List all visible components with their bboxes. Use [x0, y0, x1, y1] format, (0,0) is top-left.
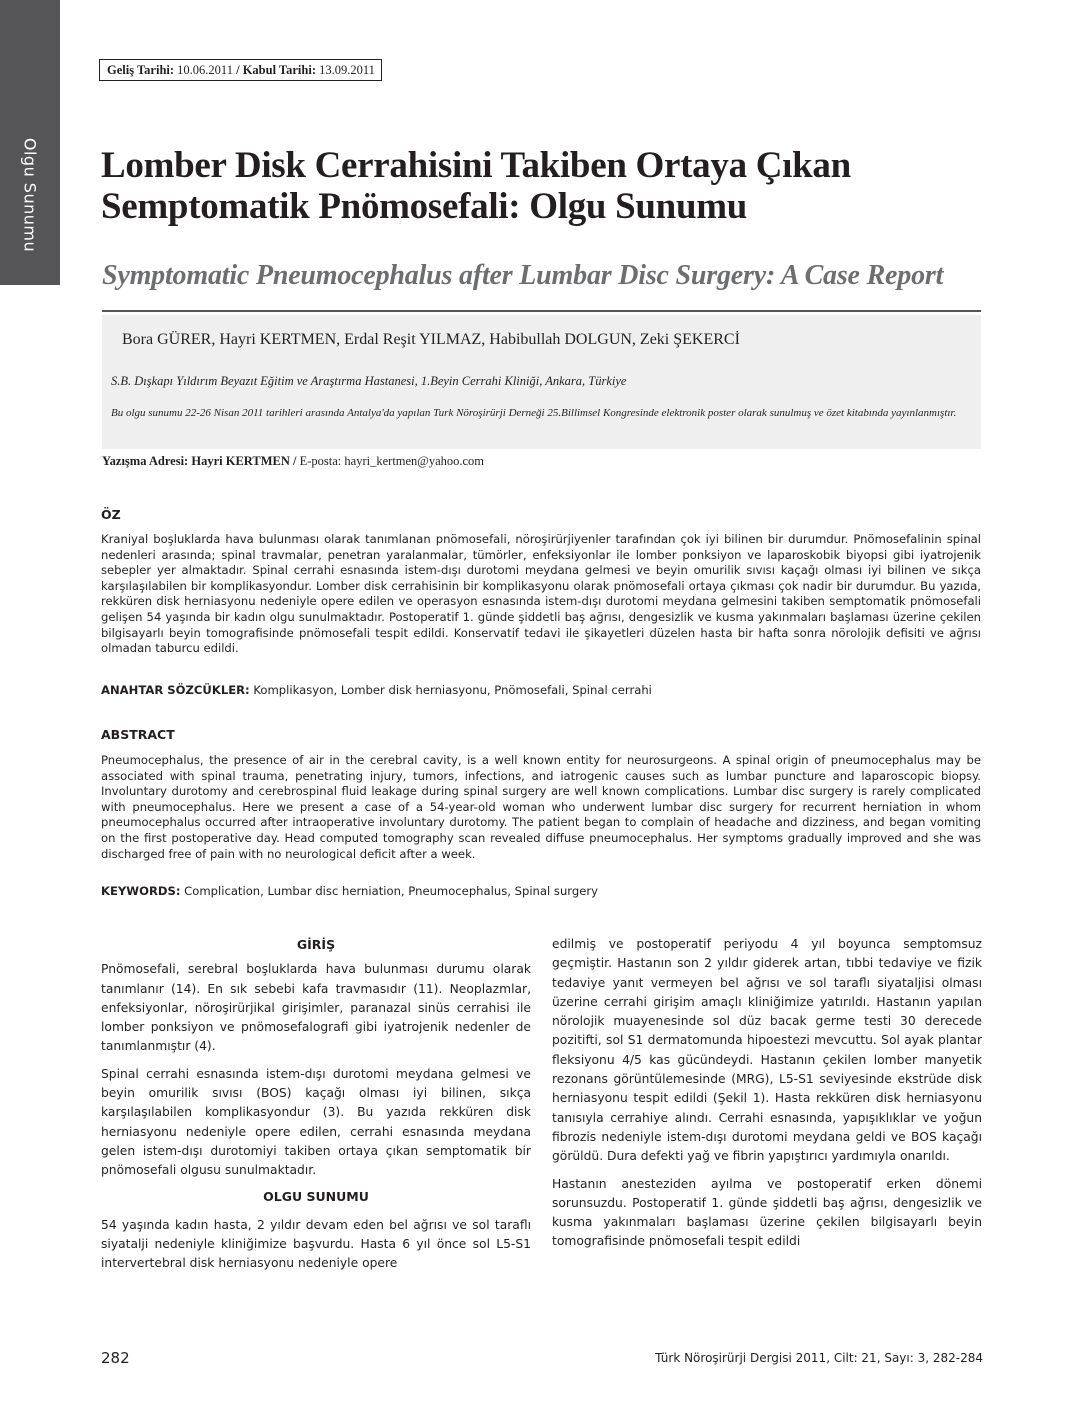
case-paragraph-3: Hastanın anesteziden ayılma ve postoperatif erken dönemi sorunsuzdu. Postoperatif 1. günde şiddetli baş ağrısı, dengesizlik ve kusma yakınmaları başlaması üzerine çekilen bilgisayarlı beyin tomografisinde pnömosefali tespit edildi	[552, 1176, 982, 1249]
dates-separator: /	[236, 63, 240, 77]
correspondence-address	[102, 454, 484, 469]
affiliation: S.B. Dışkapı Yıldırım Beyazıt Eğitim ve Araştırma Hastanesi, 1.Beyin Cerrahi Kliniği, Ankara, Türkiye	[111, 374, 627, 388]
author-list: Bora GÜRER, Hayri KERTMEN, Erdal Reşit YILMAZ, Habibullah DOLGUN, Zeki ŞEKERCİ	[122, 331, 740, 348]
accepted-date: 13.09.2011	[319, 63, 375, 77]
oz-keywords	[101, 683, 981, 697]
article-title-english: Symptomatic Pneumocephalus after Lumbar Disc Surgery: A Case Report	[102, 260, 944, 291]
intro-paragraph-2: Spinal cerrahi esnasında istem-dışı durotomi meydana gelmesi ve beyin omurilik sıvısı (BOS) kaçağı olması iyi bilinen, sıkça karşılaşılabilen komplikasyondur (3). Bu yazıda rekküren disk herniasyonu nedeniyle opere edilen, cerrahi esnasında meydana gelen istem-dışı durotomiyi takiben ortaya çıkan semptomatik bir pnömosefali olgusu sunulmaktadır.	[101, 1066, 531, 1178]
abstract-heading: ABSTRACT	[101, 727, 175, 742]
email-address[interactable]: hayri_kertmen@yahoo.com	[344, 454, 485, 468]
journal-citation: Türk Nöroşirürji Dergisi 2011, Cilt: 21, Sayı: 3, 282-284	[655, 1351, 983, 1365]
intro-heading: GİRİŞ	[296, 937, 336, 952]
presentation-note: Bu olgu sunumu 22-26 Nisan 2011 tarihleri arasında Antalya'da yapılan Turk Nöroşirürji Derneği 25.Billimsel Kongresinde elektronik poster olarak sunulmuş ve özet kitabında yayınlanmıştır.	[111, 407, 957, 419]
section-side-tab	[0, 0, 60, 285]
page-number: 282	[101, 1349, 130, 1367]
intro-paragraph-1: Pnömosefali, serebral boşluklarda hava bulunması durumu olarak tanımlanır (14). En sık sebebi kafa travmasıdır (11). Neoplazmlar, enfeksiyonlar, nöroşirürjikal girişimler, paranazal sinüs cerrahisi ile lomber ponksiyon ve pnömosefalografi gibi iyatrojenik nedenler de tanımlanmıştır (4).	[101, 962, 531, 1054]
received-label: Geliş Tarihi:	[107, 63, 175, 77]
case-heading: OLGU SUNUMU	[263, 1188, 369, 1204]
case-paragraph-1: 54 yaşında kadın hasta, 2 yıldır devam eden bel ağrısı ve sol taraflı siyatalji nedeniyle kliniğimize başvurdu. Hasta 6 yıl önce sol L5-S1 intervertebral disk herniasyonu nedeniyle opere	[101, 1217, 531, 1271]
oz-heading: ÖZ	[101, 507, 121, 522]
submission-dates	[99, 59, 382, 81]
received-date: 10.06.2011	[177, 63, 233, 77]
correspondence-separator: /	[293, 454, 297, 468]
accepted-label: Kabul Tarihi:	[242, 63, 316, 77]
author-info-panel	[102, 315, 981, 449]
correspondence-name: Hayri KERTMEN	[191, 454, 290, 468]
oz-text: Kraniyal boşluklarda hava bulunması olarak tanımlanan pnömosefali, nöroşirürjiyenler tarafından çok iyi bilinen bir durumdur. Pnömosefalinin spinal nedenleri arasında; spinal travmalar, penetran yaralanmalar, tümörler, enfeksiyonlar ile lomber ponksiyon ve laparoskobik biyopsi gibi iyatrojenik sebepler yer almaktadır. Spinal cerrahi esnasında istem-dışı durotomi meydana gelmesi ve beyin omurilik sıvısı kaçağı olması iyi bilinen ve sıkça karşılaşılabilen bir komplikasyondur. Lomber disk cerrahisinin bir komplikasyonu olarak pnömosefali ortaya çıkması çok nadir bir durumdur. Bu yazıda, rekküren disk herniasyonu nedeniyle opere edilen ve operasyon esnasında istem-dışı durotomi meydana gelmesini takiben semptomatik pnömosefali gelişen 54 yaşında bir kadın olgu sunulmaktadır. Postoperatif 1. günde şiddetli baş ağrısı, dengesizlik ve kusma yakınmaları başlaması üzerine çekilen bilgisayarlı beyin tomografisinde pnömosefali tespit edildi. Konservatif tedavi ile şikayetleri düzelen hasta bir hafta sonra nörolojik defisiti ve ağrısı olmadan taburcu edildi.	[101, 532, 981, 656]
abstract-keywords-list: Complication, Lumbar disc herniation, Pneumocephalus, Spinal surgery	[184, 884, 598, 898]
section-label: Olgu Sunumu	[20, 137, 40, 253]
oz-keywords-list: Komplikasyon, Lomber disk herniasyonu, Pnömosefali, Spinal cerrahi	[253, 683, 652, 697]
oz-keywords-label: ANAHTAR SÖZCÜKLER:	[101, 683, 250, 697]
correspondence-label: Yazışma Adresi:	[102, 454, 189, 468]
case-paragraph-2: edilmiş ve postoperatif periyodu 4 yıl boyunca semptomsuz geçmiştir. Hastanın son 2 yıldır giderek artan, tıbbi tedaviye ve fizik tedaviye yanıt vermeyen bel ağrısı ve sol taraflı siyataljisi olması üzerine cerrahi girişim amaçlı kliniğimize yatırıldı. Hastanın yapılan nörolojik muayenesinde sol düz bacak germe testi 30 derecede pozitifti, sol S1 dermatomunda hipoestezi mevcuttu. Sol ayak plantar fleksiyonu 4/5 kas gücündeydi. Hastanın çekilen lomber manyetik rezonans görüntülemesinde (MRG), L5-S1 seviyesinde ekstrüde disk herniasyonu tespit edildi (Şekil 1). Hasta rekküren disk herniasyonu tanısıyla cerrahiye alındı. Cerrahi esnasında, yapışıklıklar ve yoğun fibrozis nedeniyle istem-dışı durotomi meydana geldi ve BOS kaçağı görüldü. Dura defekti yağ ve fibrin yapıştırıcı yardımıyla onarıldı.	[552, 937, 982, 1164]
email-label: E-posta:	[299, 454, 342, 468]
abstract-text: Pneumocephalus, the presence of air in the cerebral cavity, is a well known entity for neurosurgeons. A spinal origin of pneumocephalus may be associated with spinal trauma, penetrating injury, tumors, infections, and iatrogenic causes such as lumbar puncture and laparoscopic biopsy. Involuntary durotomy and cerebrospinal fluid leakage during spinal surgery are well known complications. Lumbar disc surgery is rarely complicated with pneumocephalus. Here we present a case of a 54-year-old woman who underwent lumbar disc surgery for recurrent herniation in whom pneumocephalus occurred after intraoperative involuntary durotomy. The patient began to complain of headache and dizziness, and began vomiting on the first postoperative day. Head computed tomography scan revealed diffuse pneumocephalus. Her symptoms gradually improved and she was discharged free of pain with no neurological deficit after a week.	[101, 753, 981, 861]
right-column	[552, 935, 982, 1260]
article-title-turkish: Lomber Disk Cerrahisini Takiben Ortaya Çıkan Semptomatik Pnömosefali: Olgu Sunumu	[101, 145, 851, 227]
title-divider	[102, 310, 981, 312]
left-column	[101, 935, 531, 1282]
abstract-keywords-label: KEYWORDS:	[101, 884, 181, 898]
abstract-keywords	[101, 884, 981, 898]
